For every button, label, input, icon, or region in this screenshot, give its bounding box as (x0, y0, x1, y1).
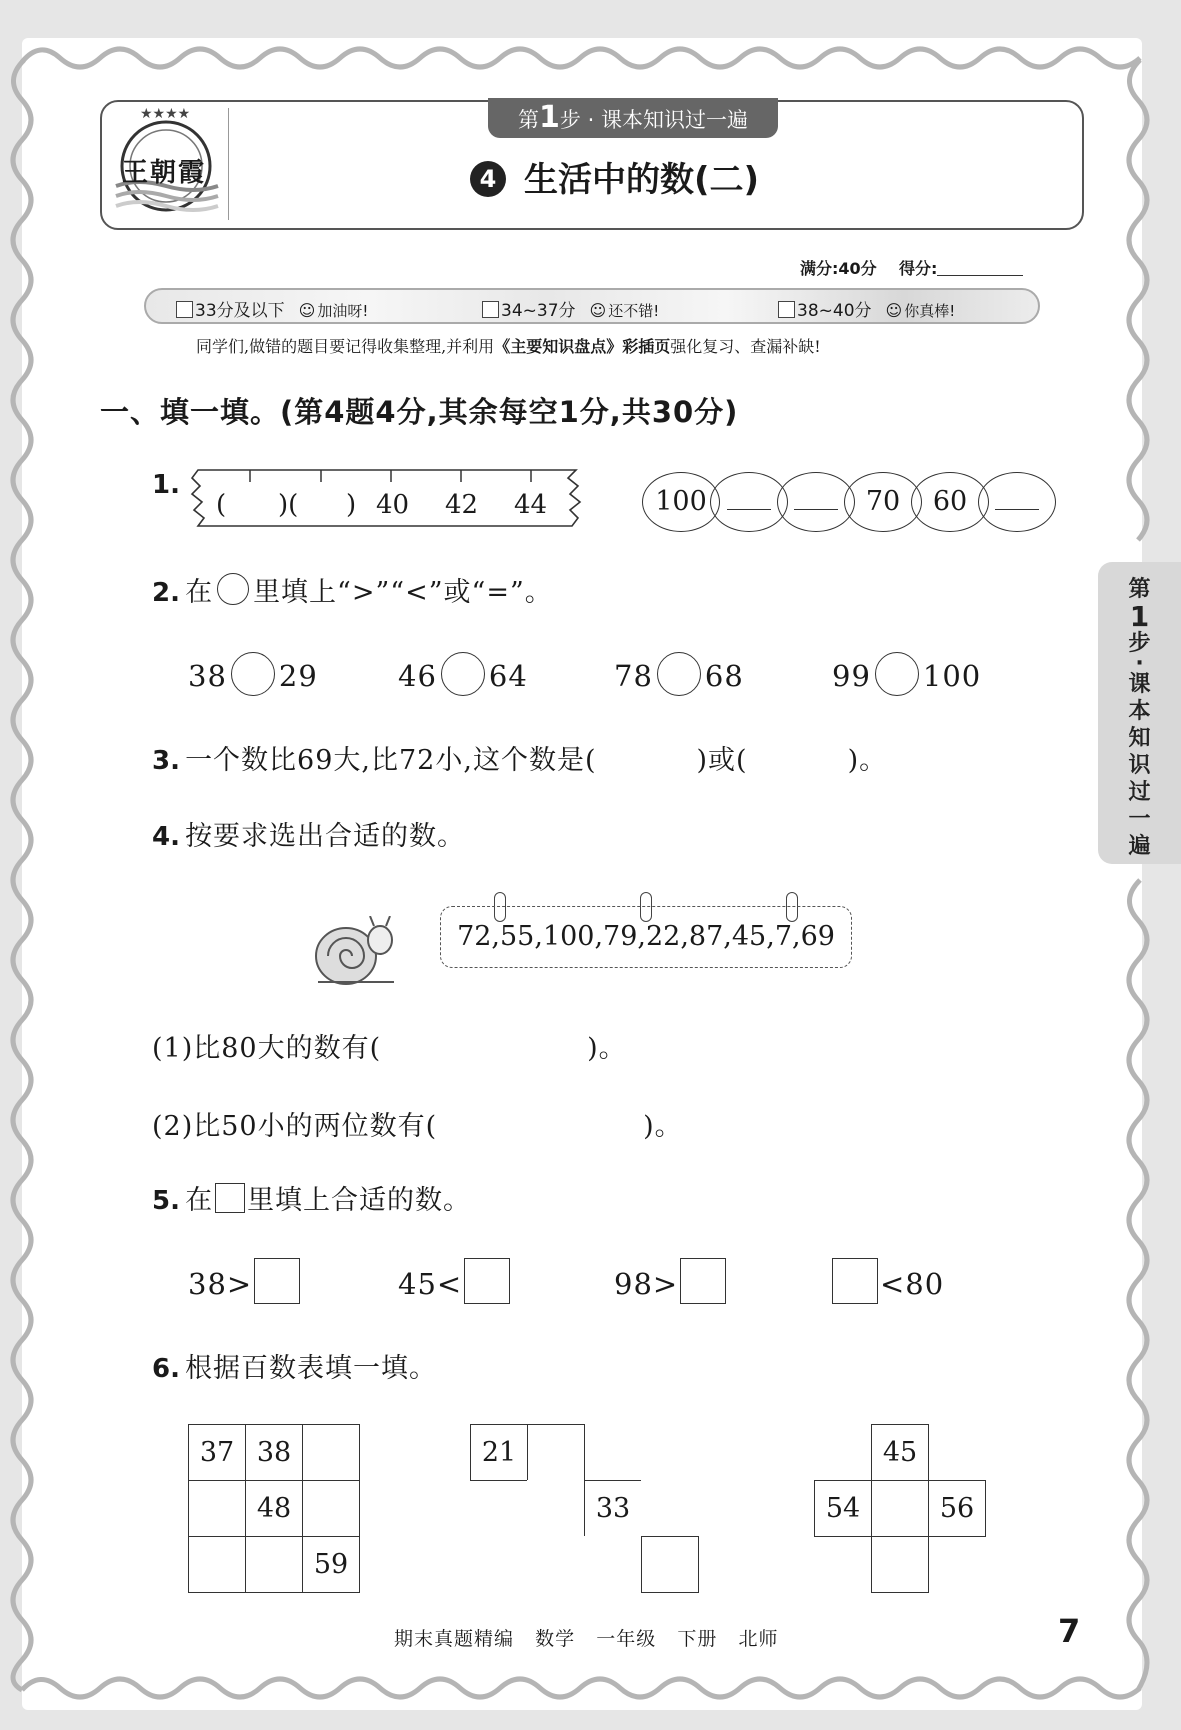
q4-text: 按要求选出合适的数。 (185, 821, 466, 852)
step-prefix: 第 (518, 108, 540, 132)
q2-heading (152, 570, 553, 609)
q2-item-1-right: 29 (278, 659, 318, 693)
notice-post: 强化复习、查漏补缺! (670, 337, 821, 356)
q1-oval-4: 70 (844, 472, 922, 532)
q6-g2-cell[interactable] (641, 1536, 699, 1593)
q5-label: 5. (152, 1186, 180, 1216)
step-number: 1 (539, 100, 560, 135)
q6-g2-edge (584, 1536, 642, 1593)
q3-text: 一个数比69大,比72小,这个数是( (185, 745, 597, 776)
q3-label: 3. (152, 746, 180, 776)
level-1-range: 33分及以下 (195, 301, 285, 321)
q5-item-4-box[interactable] (832, 1258, 878, 1304)
step-tab (488, 98, 778, 138)
q2-item-2-right: 64 (488, 659, 528, 693)
q5-item-1 (188, 1258, 302, 1304)
q4-sub1-text: (1)比80大的数有( (152, 1033, 382, 1064)
snail-icon (314, 916, 400, 988)
section-title: 一、填一填。(第4题4分,其余每空1分,共30分) (100, 395, 739, 429)
level-2-range: 34~37分 (501, 301, 576, 321)
score-line (800, 256, 1023, 279)
level-2-comment: 还不错! (608, 302, 660, 320)
side-char: 一 (1128, 807, 1151, 832)
q6-g2-cell: 21 (470, 1424, 528, 1481)
q6-heading (152, 1346, 437, 1385)
q3-mid: )或( (696, 745, 748, 776)
side-char: 遍 (1128, 834, 1151, 859)
level-1 (176, 296, 368, 321)
q1-ruler-blank-2: )( (278, 490, 299, 520)
side-char: 识 (1128, 753, 1151, 778)
face-icon: ☺ (589, 301, 607, 320)
q2-item-4-left: 99 (832, 659, 871, 693)
full-score: 满分:40分 (800, 259, 877, 278)
q6-g1-cell: 59 (302, 1536, 360, 1593)
q2-item-3-circle[interactable] (657, 652, 701, 696)
q4-number-card: 72,55,100,79,22,87,45,7,69 (440, 906, 852, 968)
score-level-bar (144, 288, 1040, 324)
q2-item-4-right: 100 (922, 659, 982, 693)
q1-oval-5: 60 (911, 472, 989, 532)
q1-label: 1. (152, 470, 180, 500)
q6-g2-cell: 33 (584, 1480, 642, 1537)
q5-item-3-pre: 98> (614, 1267, 679, 1301)
level-2-checkbox[interactable] (482, 301, 499, 318)
q5-item-3 (614, 1258, 728, 1304)
q2-item-2-circle[interactable] (441, 652, 485, 696)
level-2 (482, 296, 659, 321)
q5-item-1-pre: 38> (188, 1267, 253, 1301)
circle-symbol (217, 573, 249, 605)
page-number: 7 (1058, 1612, 1081, 1650)
q2-item-1-left: 38 (188, 659, 227, 693)
q2-item-1 (188, 652, 318, 696)
q6-g3-cell[interactable] (871, 1536, 929, 1593)
side-char: 课 (1128, 672, 1151, 697)
q4-sub2-end: )。 (643, 1111, 683, 1142)
q5-item-4 (830, 1258, 944, 1304)
side-char: 过 (1128, 780, 1151, 805)
q1-ruler-blank-3: ) (346, 490, 357, 520)
q6-g1-cell[interactable] (302, 1480, 360, 1537)
notice-pre: 同学们,做错的题目要记得收集整理,并利用 (196, 337, 495, 356)
q6-text: 根据百数表填一填。 (185, 1353, 438, 1384)
q6-g3-cell[interactable] (871, 1480, 929, 1537)
q5-text-b: 里填上合适的数。 (247, 1185, 472, 1216)
q5-item-4-post: <80 (880, 1267, 945, 1301)
side-step-tab (1098, 562, 1181, 864)
q4-label: 4. (152, 822, 180, 852)
q6-g3-cell: 54 (814, 1480, 872, 1537)
lesson-number-badge: 4 (470, 161, 506, 197)
footer-text: 期末真题精编 数学 一年级 下册 北师 (394, 1628, 779, 1650)
q6-g3-cell: 56 (928, 1480, 986, 1537)
q6-g2-spacer (641, 1480, 699, 1537)
q5-text-a: 在 (185, 1185, 214, 1216)
q2-item-3-left: 78 (614, 659, 653, 693)
level-3 (778, 296, 955, 321)
side-char: · (1135, 651, 1144, 676)
q2-item-4 (832, 652, 981, 696)
score-label: 得分: (898, 259, 938, 278)
q1-ruler-value-1: 40 (376, 490, 410, 520)
q2-text-a: 在 (185, 577, 214, 608)
q6-g2-edge (527, 1480, 585, 1537)
q4-sub2 (152, 1104, 683, 1143)
q1-oval-1: 100 (642, 472, 720, 532)
level-1-comment: 加油呀! (317, 302, 369, 320)
q5-item-3-box[interactable] (680, 1258, 726, 1304)
q1-oval-6[interactable] (978, 472, 1056, 532)
q5-heading (152, 1178, 471, 1217)
q4-heading (152, 814, 465, 853)
q6-g1-cell[interactable] (188, 1536, 246, 1593)
side-char: 第 (1128, 577, 1151, 602)
q4-sub1-end: )。 (587, 1033, 627, 1064)
q2-item-3-right: 68 (704, 659, 744, 693)
lesson-title: 生活中的数(二) (524, 160, 760, 200)
level-3-checkbox[interactable] (778, 301, 795, 318)
q2-label: 2. (152, 578, 180, 608)
q5-item-2 (398, 1258, 512, 1304)
q1-ruler-value-2: 42 (445, 490, 479, 520)
q3 (152, 738, 887, 777)
publisher-logo (108, 108, 229, 220)
q5-item-2-box[interactable] (464, 1258, 510, 1304)
score-blank[interactable] (937, 261, 1023, 276)
q6-g1-cell: 48 (245, 1480, 303, 1537)
q4-sub1 (152, 1026, 627, 1065)
q2-text-b: 里填上“>”“<”或“=”。 (253, 577, 553, 608)
q2-item-2-left: 46 (398, 659, 437, 693)
notice-highlight: 《主要知识盘点》彩插页 (494, 337, 671, 356)
q5-item-2-pre: 45< (398, 1267, 463, 1301)
face-icon: ☺ (885, 301, 903, 320)
q4-sub2-text: (2)比50小的两位数有( (152, 1111, 438, 1142)
q6-g2-cell[interactable] (527, 1424, 585, 1481)
side-char: 步 (1128, 631, 1151, 656)
page-title (470, 152, 759, 201)
q2-item-3 (614, 652, 744, 696)
q2-item-4-circle[interactable] (875, 652, 919, 696)
level-3-comment: 你真棒! (904, 302, 956, 320)
notice-text (196, 334, 821, 357)
q3-end: )。 (847, 745, 888, 776)
side-char: 1 (1129, 600, 1150, 633)
q2-item-2 (398, 652, 528, 696)
logo-text: 王朝霞 (122, 158, 207, 188)
level-1-checkbox[interactable] (176, 301, 193, 318)
q6-g1-cell: 37 (188, 1424, 246, 1481)
q1-ruler-blank-1: ( (216, 490, 227, 520)
level-3-range: 38~40分 (797, 301, 872, 321)
q6-g3-cell: 45 (871, 1424, 929, 1481)
q6-g1-cell[interactable] (188, 1480, 246, 1537)
side-char: 知 (1128, 726, 1151, 751)
face-icon: ☺ (298, 301, 316, 320)
step-suffix: 步 · 课本知识过一遍 (559, 108, 748, 132)
side-char: 本 (1128, 699, 1151, 724)
q1-ruler-value-3: 44 (514, 490, 548, 520)
q5-item-1-box[interactable] (254, 1258, 300, 1304)
svg-text:★★★★: ★★★★ (140, 108, 191, 122)
q6-label: 6. (152, 1354, 180, 1384)
square-symbol (215, 1183, 245, 1213)
q6-g1-cell[interactable] (245, 1536, 303, 1593)
q6-g1-cell: 38 (245, 1424, 303, 1481)
q6-g1-cell[interactable] (302, 1424, 360, 1481)
q2-item-1-circle[interactable] (231, 652, 275, 696)
